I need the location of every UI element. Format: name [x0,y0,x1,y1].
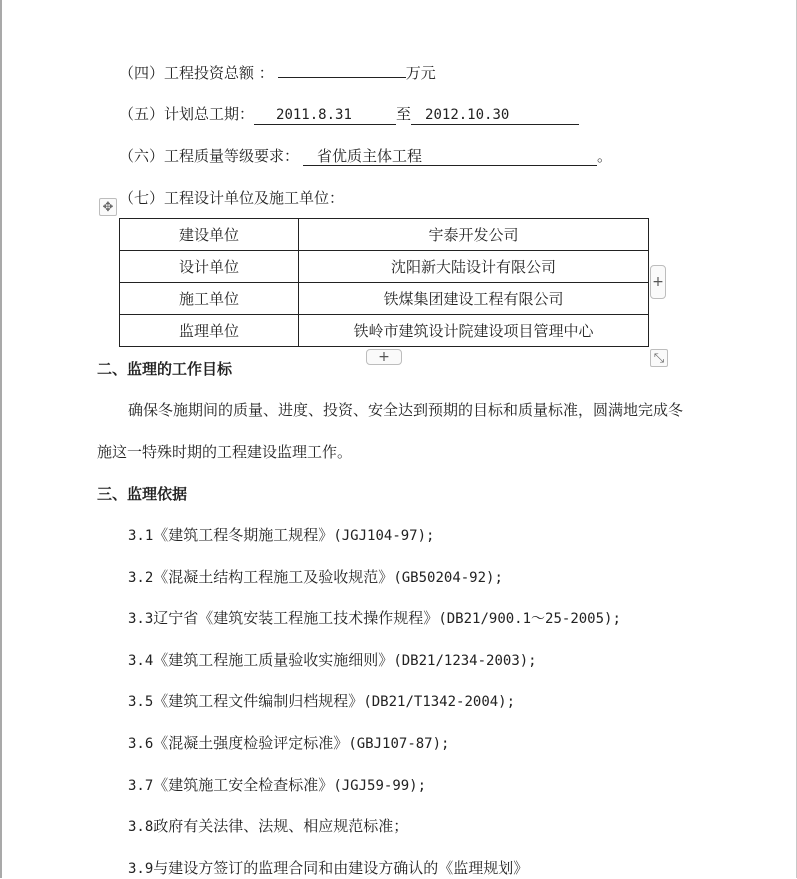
item-text: 辽宁省《建筑安装工程施工技术操作规程》 [153,609,439,627]
section2-heading: 二、监理的工作目标 [97,360,233,378]
list-item [128,650,537,671]
list-item [128,775,426,796]
item-number: 3.7 [128,778,154,794]
list-item [128,816,408,837]
schedule-label: （五）计划总工期： [119,105,255,123]
item-text: 政府有关法律、法规、相应规范标准； [153,817,409,835]
item-number: 3.3 [128,611,154,627]
units-heading: （七）工程设计单位及施工单位： [119,189,345,207]
schedule-start: 2011.8.31 [254,106,396,125]
role-cell[interactable]: 建设单位 [120,219,299,251]
item-code: (GB50204-92); [393,570,503,586]
role-cell[interactable]: 设计单位 [120,251,299,283]
schedule-to: 至 [396,105,412,123]
table-resize-handle-icon[interactable]: ⤡ [650,349,668,367]
item-text: 《混凝土结构工程施工及验收规范》 [153,568,394,586]
item-code: (DB21/1234-2003); [393,653,537,669]
page-left-edge [0,0,2,878]
item-code: (JGJ104-97); [333,528,435,544]
section3-heading: 三、监理依据 [97,485,188,503]
role-cell[interactable]: 监理单位 [120,315,299,347]
item-number: 3.5 [128,694,154,710]
quality-line [119,146,612,166]
item-number: 3.4 [128,653,154,669]
role-cell[interactable]: 施工单位 [120,283,299,315]
investment-label: （四）工程投资总额 ： [119,64,274,82]
list-item [128,733,449,754]
quality-value: 省优质主体工程 [303,147,597,166]
name-cell[interactable]: 铁岭市建筑设计院建设项目管理中心 [299,315,649,347]
item-code: (JGJ59-99); [333,778,427,794]
name-cell[interactable]: 沈阳新大陆设计有限公司 [299,251,649,283]
item-code: (DB21/900.1～25-2005); [438,611,621,627]
add-column-button[interactable]: + [650,265,666,299]
item-number: 3.2 [128,570,154,586]
table-row [120,251,649,283]
table-row [120,315,649,347]
name-cell[interactable]: 宇泰开发公司 [299,219,649,251]
item-number: 3.6 [128,736,154,752]
list-item [128,858,528,879]
item-text: 《混凝土强度检验评定标准》 [153,734,349,752]
item-text: 《建筑施工安全检查标准》 [153,776,334,794]
item-text: 《建筑工程施工质量验收实施细则》 [153,651,394,669]
item-text: 与建设方签订的监理合同和由建设方确认的《监理规划》 [153,859,529,877]
table-move-handle-icon[interactable]: ✥ [99,198,117,216]
units-table [119,218,649,347]
list-item [128,525,434,546]
investment-line [119,63,436,83]
table-row [120,219,649,251]
quality-end-mark: 。 [597,147,613,165]
item-number: 3.1 [128,528,154,544]
section2-paragraph-line2: 施这一特殊时期的工程建设监理工作。 [97,443,353,461]
item-code: (DB21/T1342-2004); [363,694,516,710]
schedule-end: 2012.10.30 [411,106,579,125]
add-row-button[interactable]: + [366,349,402,365]
item-number: 3.8 [128,819,154,835]
item-text: 《建筑工程文件编制归档规程》 [153,692,364,710]
list-item [128,567,503,588]
list-item [128,691,515,712]
item-number: 3.9 [128,861,154,877]
item-text: 《建筑工程冬期施工规程》 [153,526,334,544]
investment-unit: 万元 [405,64,436,82]
table-row [120,283,649,315]
investment-value [278,77,406,78]
name-cell[interactable]: 铁煤集团建设工程有限公司 [299,283,649,315]
section2-paragraph-line1: 确保冬施期间的质量、进度、投资、安全达到预期的目标和质量标准，圆满地完成冬 [128,401,684,419]
quality-label: （六）工程质量等级要求： [119,147,300,165]
item-code: (GBJ107-87); [348,736,450,752]
schedule-line [119,104,579,125]
list-item [128,608,621,629]
